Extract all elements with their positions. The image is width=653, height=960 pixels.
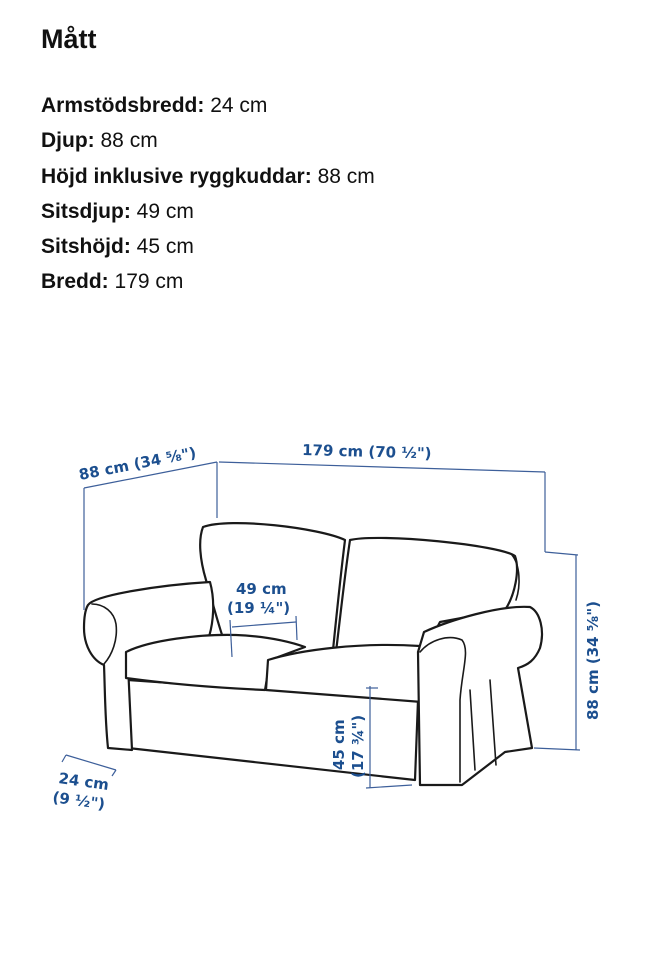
spec-depth <box>41 123 375 158</box>
depth-label: 88 cm (34 ⅝") <box>77 443 198 484</box>
width-label: 179 cm (70 ½") <box>301 441 432 463</box>
spec-height <box>41 159 375 194</box>
spec-value: 88 cm <box>317 164 375 188</box>
spec-label: Armstödsbredd: <box>41 94 205 117</box>
arm-width-cm-label: 24 cm <box>57 769 111 795</box>
right-arm <box>418 607 542 785</box>
spec-seat-height <box>41 229 375 264</box>
seat-depth-in-label: (19 ¼") <box>227 599 291 617</box>
seat-height-in-label: (17 ¾") <box>349 714 367 778</box>
dimension-list <box>41 88 375 300</box>
spec-value: 179 cm <box>114 270 184 294</box>
spec-value: 45 cm <box>136 235 194 259</box>
height-label: 88 cm (34 ⅝") <box>584 601 602 720</box>
sofa-dimension-drawing <box>0 420 653 840</box>
spec-value: 24 cm <box>210 94 268 117</box>
spec-value: 49 cm <box>136 199 194 223</box>
spec-label: Bredd: <box>41 270 109 294</box>
seat-height-cm-label: 45 cm <box>330 719 348 770</box>
spec-label: Höjd inklusive ryggkuddar: <box>41 164 312 188</box>
spec-label: Sitshöjd: <box>41 235 131 259</box>
sofa-illustration <box>84 523 542 785</box>
spec-value: 88 cm <box>100 129 158 153</box>
spec-arm-width <box>41 88 375 123</box>
spec-label: Djup: <box>41 129 95 153</box>
arm-width-in-label: (9 ½") <box>51 788 107 814</box>
spec-label: Sitsdjup: <box>41 199 131 223</box>
spec-seat-depth <box>41 194 375 229</box>
page-title: Mått <box>41 24 97 54</box>
spec-width <box>41 264 375 299</box>
seat-depth-cm-label: 49 cm <box>236 580 287 598</box>
